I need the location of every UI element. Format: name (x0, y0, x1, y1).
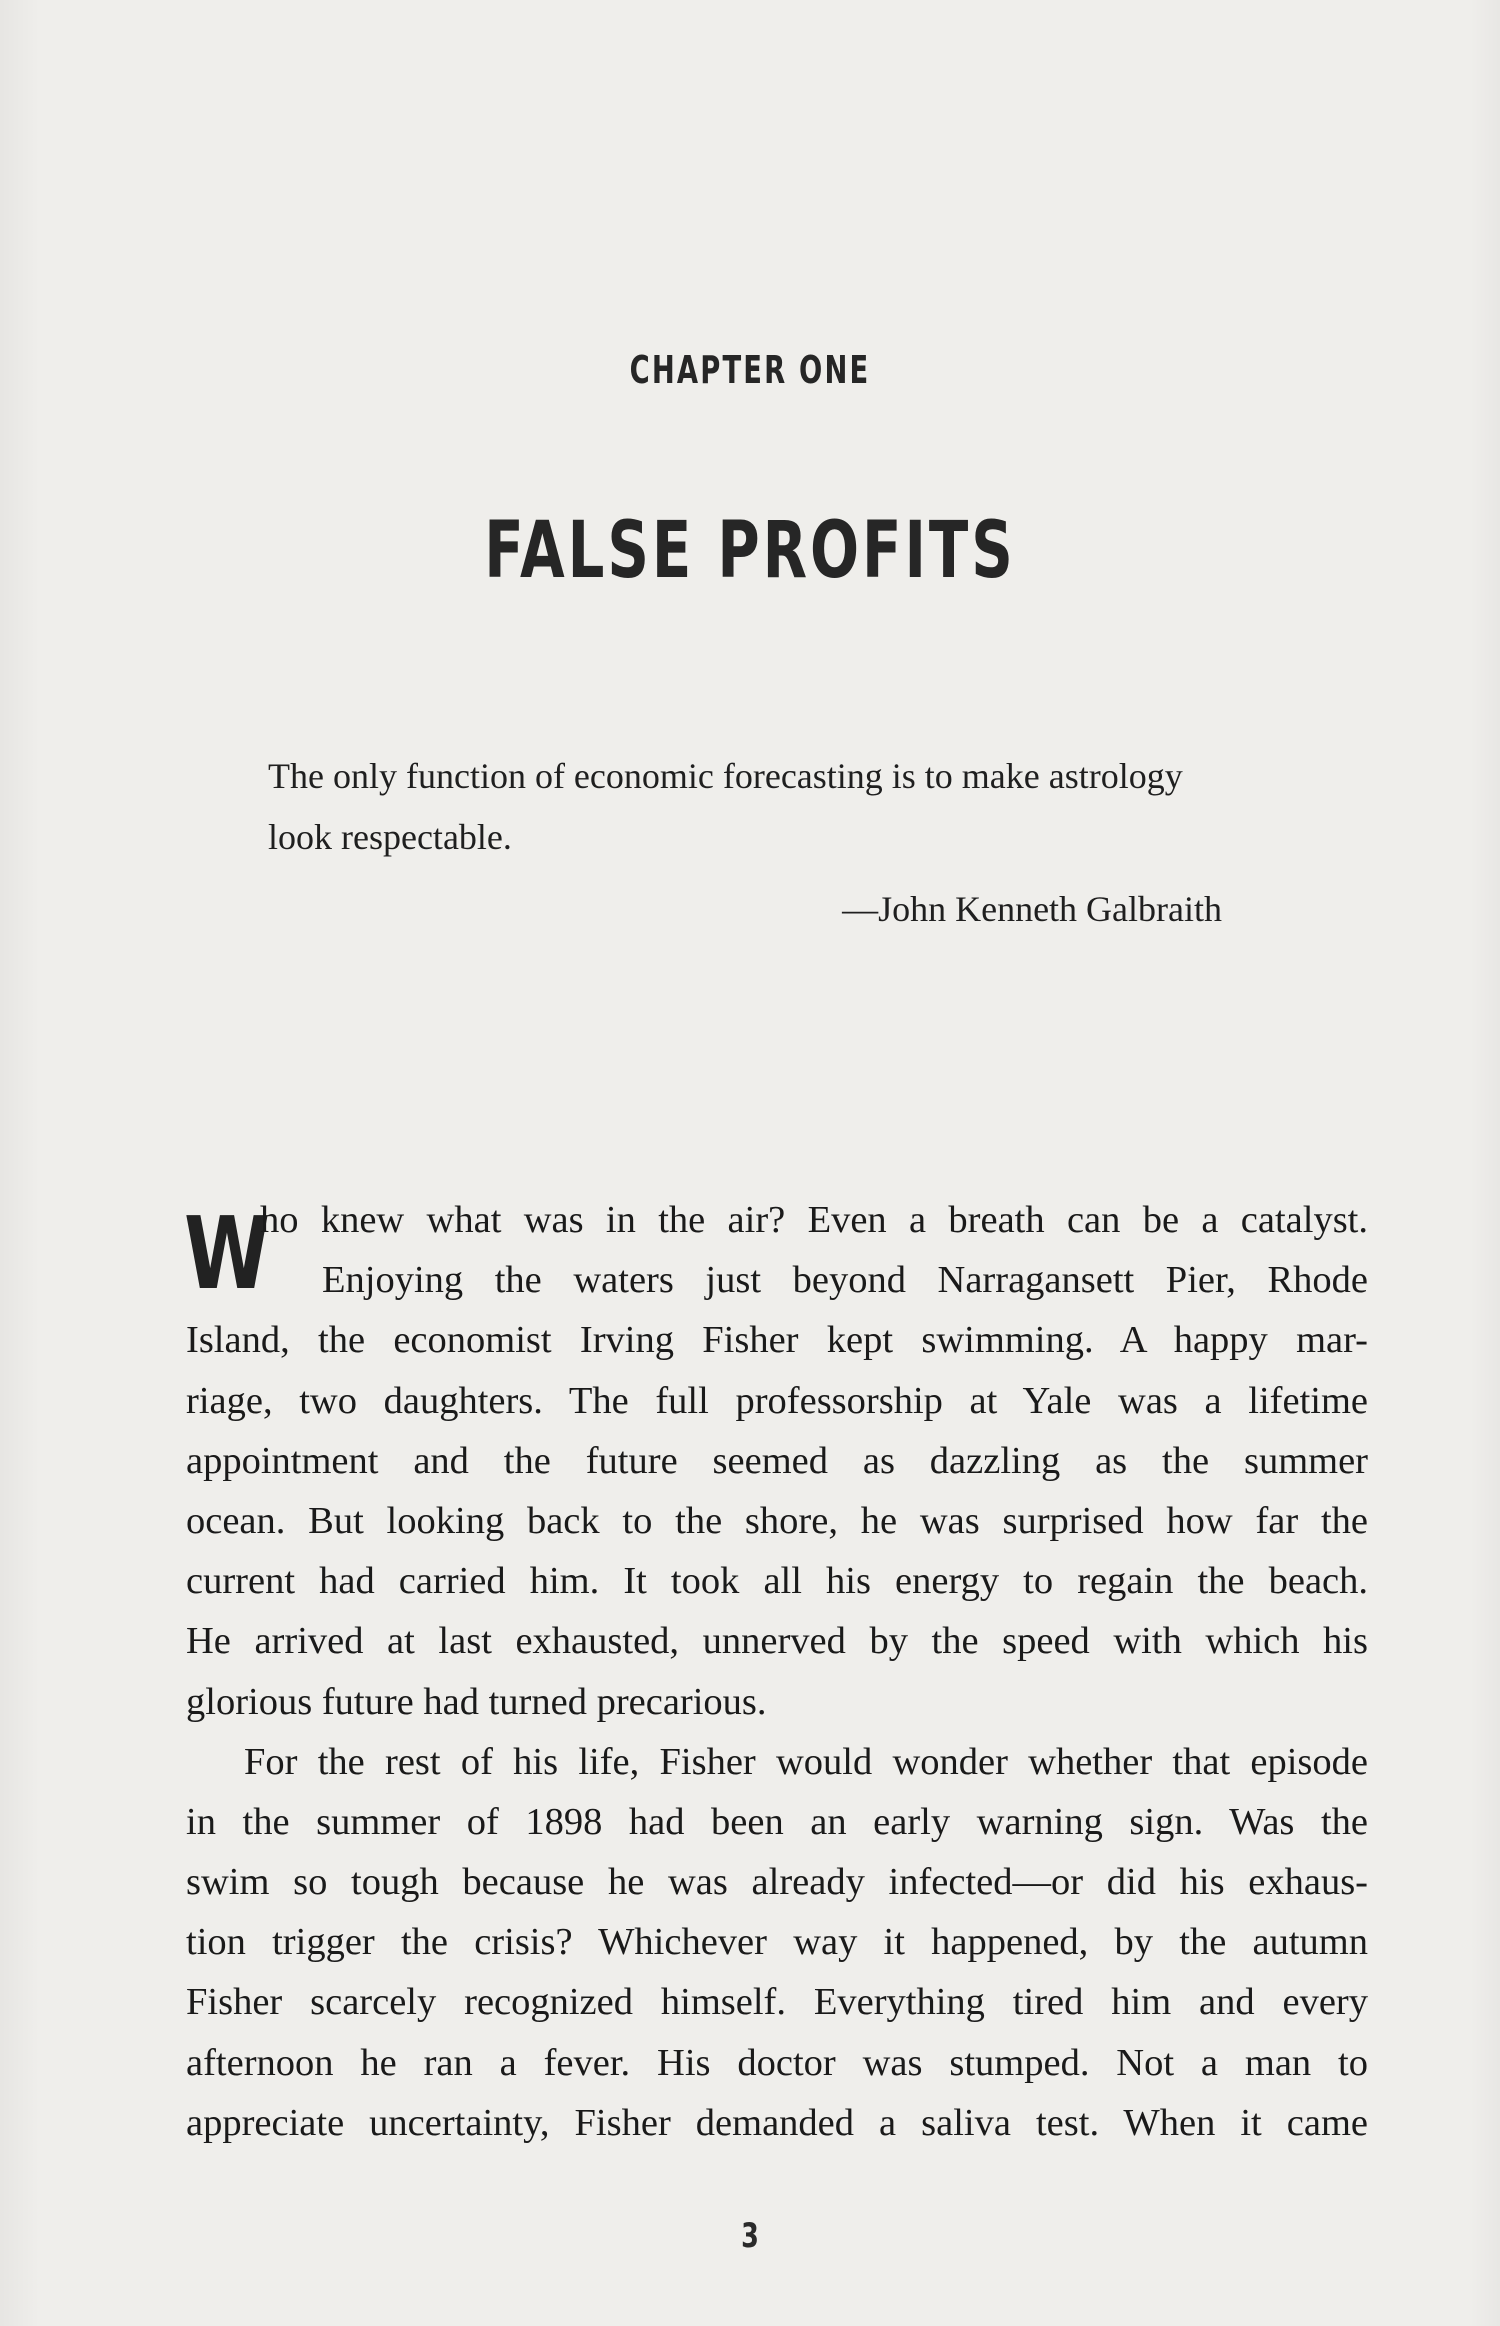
drop-cap: W (184, 1195, 271, 1312)
body-line: in the summer of 1898 had been an early warning sign. Was the (186, 1800, 1368, 1843)
body-line: He arrived at last exhausted, unnerved by the speed with which his (186, 1620, 1368, 1663)
page-number: 3 (741, 2216, 759, 2256)
body-line: afternoon he ran a fever. His doctor was stumped. Not a man to (186, 2041, 1368, 2084)
chapter-title: FALSE PROFITS (484, 506, 1016, 596)
body-line: ho knew what was in the air? Even a breath can be a catalyst. (260, 1199, 1368, 1241)
body-line: glorious future had turned precarious. (186, 1680, 767, 1723)
epigraph-line: The only function of economic forecasting is to make astrology (268, 756, 1183, 796)
epigraph-quote (268, 746, 1268, 868)
body-line: Fisher scarcely recognized himself. Everything tired him and every (186, 1981, 1368, 2024)
chapter-label: CHAPTER ONE (629, 348, 871, 392)
body-line: Enjoying the waters just beyond Narragansett Pier, Rhode (322, 1259, 1368, 1302)
epigraph-attribution: —John Kenneth Galbraith (842, 889, 1222, 929)
body-line: ocean. But looking back to the shore, he was surprised how far the (186, 1499, 1368, 1542)
body-line: swim so tough because he was already infected—or did his exhaus- (186, 1861, 1368, 1904)
body-line: For the rest of his life, Fisher would wonder whether that episode (244, 1740, 1368, 1783)
body-line: riage, two daughters. The full professorship at Yale was a lifetime (186, 1379, 1368, 1422)
body-line: tion trigger the crisis? Whichever way it happened, by the autumn (186, 1921, 1368, 1964)
body-line: Island, the economist Irving Fisher kept swimming. A happy mar- (186, 1319, 1368, 1362)
body-text (186, 1190, 1368, 2153)
body-line: appreciate uncertainty, Fisher demanded a saliva test. When it came (186, 2101, 1368, 2144)
body-line: appointment and the future seemed as dazzling as the summer (186, 1439, 1368, 1482)
body-line: current had carried him. It took all his energy to regain the beach. (186, 1560, 1368, 1603)
epigraph-line: look respectable. (268, 817, 512, 857)
